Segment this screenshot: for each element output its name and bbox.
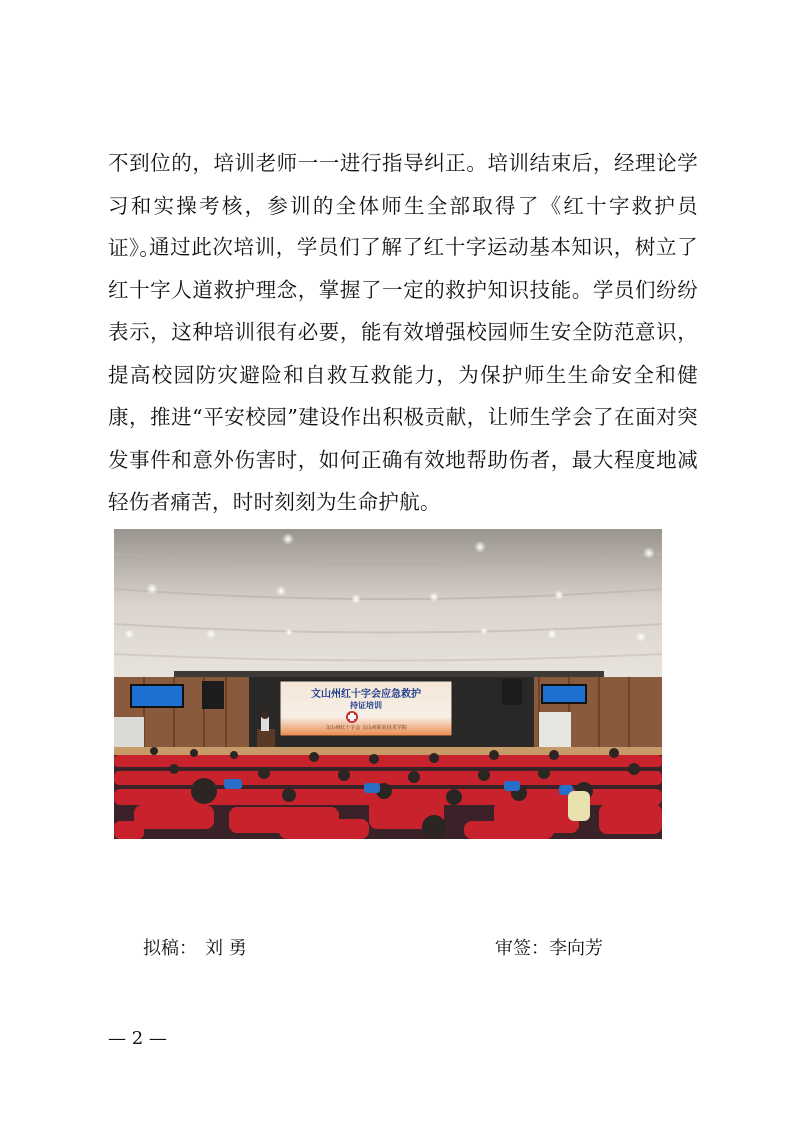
drafter-label: 拟稿：: [143, 938, 197, 959]
reviewer-label: 审签：: [495, 938, 549, 959]
reviewer-name: 李向芳: [549, 938, 603, 959]
reviewer-signature: [495, 937, 603, 961]
page-number: — 2 —: [108, 1028, 167, 1049]
drafter-name: 刘 勇: [205, 938, 247, 959]
drafter-signature: [143, 937, 247, 961]
screen-title: 文山州红十字会应急救护: [311, 689, 421, 700]
body-paragraph-2: 通过此次培训，学员们了解了红十字运动基本知识，树立了红十字人道救护理念，掌握了一定的救护知识技能。学员们纷纷表示，这种培训很有必要，能有效增强校园师生安全防范意识，提高校园防灾避险和自救互救能力，为保护师生生命安全和健康，推进“平安校园”建设作出积极贡献，让师生学会了在面对突发事件和意外伤害时，如何正确有效地帮助伤者，最大程度地减轻伤者痛苦，时时刻刻为生命护航。: [108, 235, 698, 514]
screen-footer: 文山州红十字会 文山州职业技术学院: [325, 725, 407, 731]
training-hall-photo: [114, 529, 662, 839]
body-paragraph-1: 不到位的，培训老师一一进行指导纠正。培训结束后，经理论学习和实操考核，参训的全体师生全部取得了《红十字救护员证》。: [108, 151, 698, 260]
screen-subtitle: 持证培训: [350, 701, 382, 710]
